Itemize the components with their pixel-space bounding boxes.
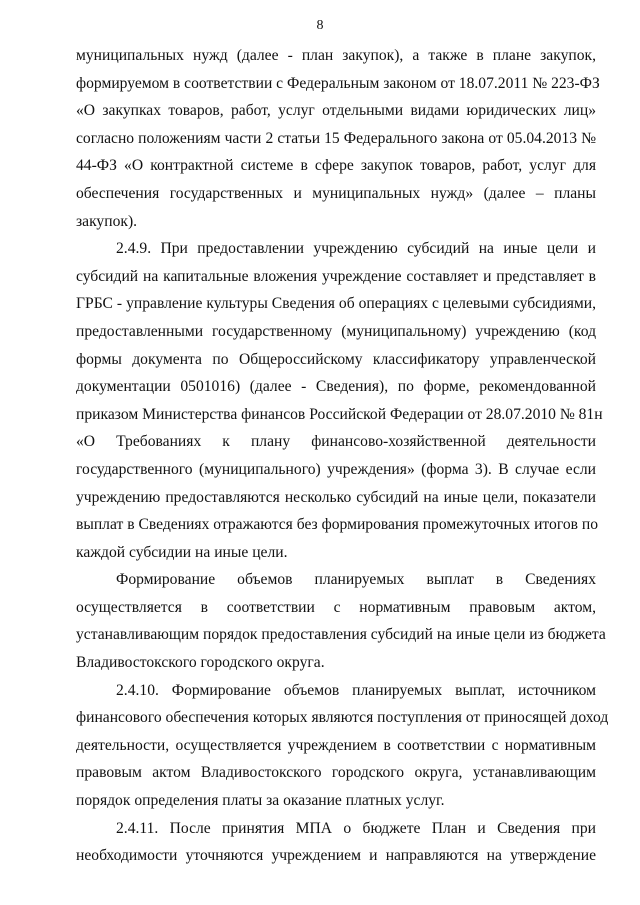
text-line: муниципальных нужд (далее - план закупок), а также в плане закупок, [76, 47, 596, 64]
text-line: 44-ФЗ «О контрактной системе в сфере закупок товаров, работ, услуг для [76, 157, 596, 175]
text-line: предоставленными государственному (муниципальному) учреждению (код [76, 322, 596, 340]
text-line: необходимости уточняются учреждением и направляются на утверждение [76, 847, 596, 865]
text-line: устанавливающим порядок предоставления субсидий на иные цели из бюджета [76, 626, 606, 644]
text-line: порядок определения платы за оказание платных услуг. [76, 792, 445, 810]
text-line: формируемом в соответствии с Федеральным законом от 18.07.2011 № 223-ФЗ [76, 74, 600, 92]
paragraph-first-line: 2.4.9. При предоставлении учреждению субсидий на иные цели и [116, 240, 596, 258]
text-line: согласно положениям части 2 статьи 15 Федерального закона от 05.04.2013 № [76, 129, 596, 147]
text-line: Владивостокского городского округа. [76, 654, 325, 672]
text-line: обеспечения государственных и муниципальных нужд» (далее – планы [76, 184, 596, 202]
text-line: «О закупках товаров, работ, услуг отдельными видами юридических лиц» [76, 102, 596, 120]
text-line: формы документа по Общероссийскому классификатору управленческой [76, 350, 596, 368]
text-line: осуществляется в соответствии с нормативным правовым актом, [76, 598, 596, 616]
text-line: закупок). [76, 212, 138, 230]
text-line: документации 0501016) (далее - Сведения), по форме, рекомендованной [76, 378, 596, 396]
paragraph-first-line: 2.4.10. Формирование объемов планируемых выплат, источником [116, 681, 596, 699]
text-line: ГРБС - управление культуры Сведения об операциях с целевыми субсидиями, [76, 295, 596, 313]
text-line: деятельности, осуществляется учреждением в соответствии с нормативным [76, 736, 596, 754]
text-line: учреждению предоставляются несколько субсидий на иные цели, показатели [76, 488, 596, 506]
text-line: финансового обеспечения которых являются поступления от приносящей доход [76, 709, 609, 727]
text-line: правовым актом Владивостокского городского округа, устанавливающим [76, 764, 596, 782]
paragraph-first-line: Формирование объемов планируемых выплат в Сведениях [116, 571, 596, 589]
paragraph-first-line: 2.4.11. После принятия МПА о бюджете План и Сведения при [116, 819, 596, 837]
page-number: 8 [316, 18, 324, 33]
text-line: государственного (муниципального) учреждения» (форма 3). В случае если [76, 460, 596, 478]
document-body [76, 42, 609, 870]
text-line: «О Требованиях к плану финансово-хозяйственной деятельности [76, 433, 596, 451]
text-line: каждой субсидии на иные цели. [76, 543, 288, 561]
text-line: выплат в Сведениях отражаются без формирования промежуточных итогов по [76, 516, 599, 534]
text-line: приказом Министерства финансов Российской Федерации от 28.07.2010 № 81н [76, 405, 603, 423]
text-line: субсидий на капитальные вложения учреждение составляет и представляет в [76, 267, 596, 285]
